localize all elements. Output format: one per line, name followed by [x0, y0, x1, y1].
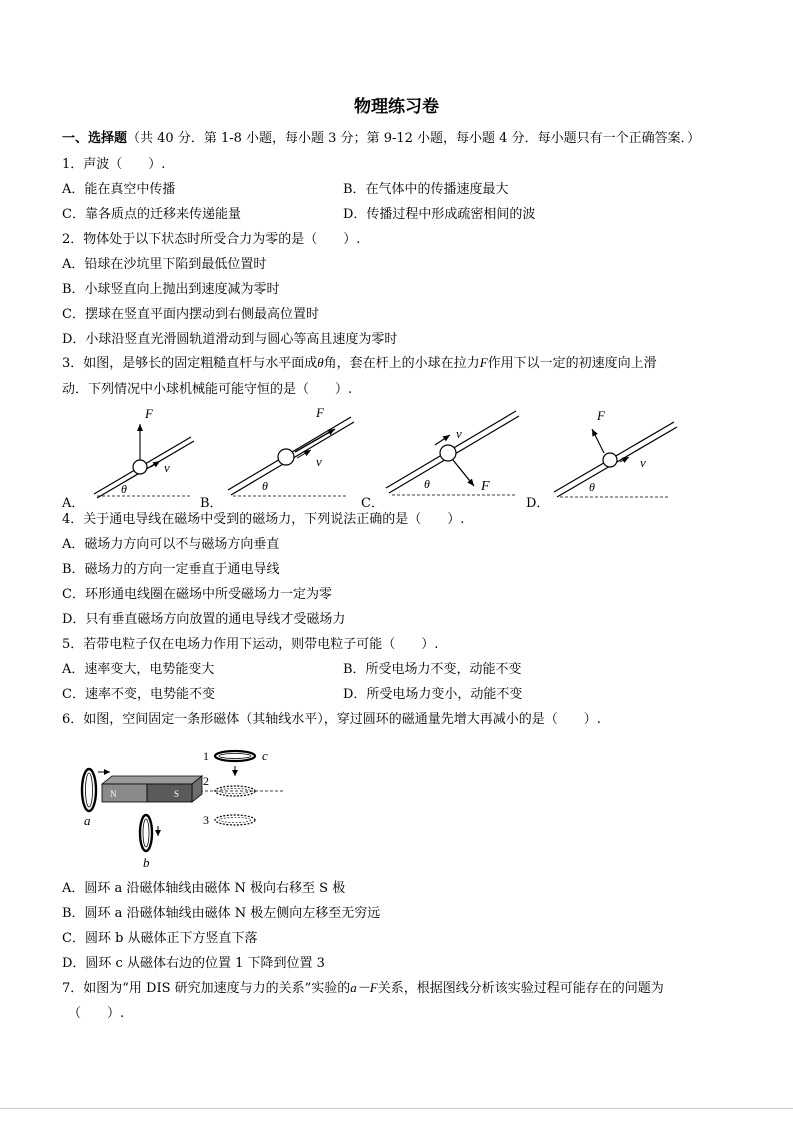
ring-a-label: a — [84, 813, 91, 828]
q3-option-c-label: C． — [361, 496, 384, 511]
q2-stem: 2．物体处于以下状态时所受合力为零的是（ ）. — [62, 232, 361, 247]
q7-aF: a－F — [350, 980, 378, 995]
ring-b — [140, 815, 158, 870]
q4-option-b: B．磁场力的方向一定垂直于通电导线 — [62, 562, 280, 577]
q3-figure-b — [228, 405, 354, 496]
q6-stem: 6．如图，空间固定一条形磁体（其轴线水平），穿过圆环的磁通量先增大再减小的是（ ）. — [62, 712, 601, 727]
q3-a-velocity-label: v — [164, 460, 170, 475]
q7-stem-line2: （ ）. — [68, 1006, 125, 1021]
page-bottom-rule — [0, 1108, 793, 1109]
q3-option-d-label: D． — [526, 496, 550, 511]
q3-b-force-label: F — [316, 405, 324, 420]
q3-option-b-label: B． — [200, 496, 223, 511]
ring-c-position-3 — [203, 813, 255, 827]
q3-b-velocity-label: v — [316, 454, 322, 469]
magnet-s-label: S — [174, 789, 180, 799]
q7-stem-part: 关系，根据图线分析该实验过程可能存在的问题为 — [377, 981, 664, 996]
position-2-label: 2 — [203, 774, 209, 788]
q1-stem: 1．声波（ ）. — [62, 157, 166, 172]
q3-a-force-label: F — [145, 406, 153, 421]
ring-b-label: b — [143, 855, 150, 870]
q7-stem — [62, 980, 664, 997]
q3-stem — [62, 355, 657, 372]
q3-c-velocity-label: v — [456, 426, 462, 441]
q4-option-a: A．磁场力方向可以不与磁场方向垂直 — [62, 537, 280, 552]
q4-option-d: D．只有垂直磁场方向放置的通电导线才受磁场力 — [62, 612, 346, 627]
ring-c-position-2 — [203, 774, 255, 796]
q3-stem-part: 作用下以一定的初速度向上滑 — [487, 356, 657, 371]
q6-option-b: B．圆环 a 沿磁体轴线由磁体 N 极左侧向左移至无穷远 — [62, 906, 381, 921]
q5-option-b: B．所受电场力不变，动能不变 — [343, 662, 522, 677]
q3-theta: θ — [317, 355, 324, 370]
q2-option-c: C．摆球在竖直平面内摆动到右侧最高位置时 — [62, 307, 319, 322]
ring-c-position-1 — [203, 748, 268, 776]
q6-option-a: A．圆环 a 沿磁体轴线由磁体 N 极向右移至 S 极 — [62, 881, 346, 896]
q3-figure-d — [554, 408, 677, 497]
q3-c-force-label: F — [481, 479, 490, 494]
ring-c-label: c — [262, 748, 268, 763]
q3-d-force-label: F — [597, 408, 605, 423]
q1-option-b: B．在气体中的传播速度最大 — [343, 182, 509, 197]
position-3-label: 3 — [203, 813, 209, 827]
q3-option-a-label: A． — [62, 496, 85, 511]
q7-stem-part: 7．如图为“用 DIS 研究加速度与力的关系”实验的 — [62, 981, 351, 996]
q3-c-angle-label: θ — [424, 477, 430, 491]
page-title: 物理练习卷 — [354, 97, 439, 117]
q3-a-angle-label: θ — [121, 482, 127, 496]
q3-stem-part: 角，套在杆上的小球在拉力 — [323, 356, 480, 371]
q5-option-a: A．速率变大，电势能变大 — [62, 662, 215, 677]
section-desc: （共 40 分．第 1-8 小题，每小题 3 分；第 9-12 小题，每小题 4 分．每小题只有一个正确答案．） — [127, 131, 701, 146]
q3-d-angle-label: θ — [589, 480, 595, 494]
q5-stem: 5．若带电粒子仅在电场力作用下运动，则带电粒子可能（ ）. — [62, 637, 439, 652]
section-header — [62, 131, 700, 147]
q3-force: F — [479, 355, 488, 370]
q1-option-c: C．靠各质点的迁移来传递能量 — [62, 207, 241, 222]
q1-option-d: D．传播过程中形成疏密相间的波 — [343, 207, 536, 222]
q3-figure-c — [386, 411, 519, 495]
magnet-n-label: N — [110, 789, 117, 799]
q4-option-c: C．环形通电线圈在磁场中所受磁场力一定为零 — [62, 587, 332, 602]
q2-option-a: A．铅球在沙坑里下陷到最低位置时 — [62, 257, 267, 272]
q3-figure-a — [94, 406, 194, 498]
q3-figures — [0, 400, 793, 505]
q5-option-d: D．所受电场力变小，动能不变 — [343, 687, 523, 702]
q3-stem-part: 3．如图，是够长的固定粗糙直杆与水平面成 — [62, 356, 318, 371]
q6-option-d: D．圆环 c 从磁体右边的位置 1 下降到位置 3 — [62, 956, 325, 971]
q3-b-angle-label: θ — [262, 479, 268, 493]
position-1-label: 1 — [203, 749, 209, 763]
q3-stem-line2: 动．下列情况中小球机械能可能守恒的是（ ）. — [62, 382, 353, 397]
q1-option-a: A．能在真空中传播 — [62, 182, 176, 197]
section-heading: 一、选择题 — [62, 131, 128, 146]
bar-magnet — [102, 776, 202, 802]
q4-stem: 4．关于通电导线在磁场中受到的磁场力，下列说法正确的是（ ）. — [62, 512, 465, 527]
q6-option-c: C．圆环 b 从磁体正下方竖直下落 — [62, 931, 258, 946]
q2-option-b: B．小球竖直向上抛出到速度减为零时 — [62, 282, 280, 297]
q5-option-c: C．速率不变，电势能不变 — [62, 687, 215, 702]
q2-option-d: D．小球沿竖直光滑圆轨道滑动到与圆心等高且速度为零时 — [62, 332, 398, 347]
q3-d-velocity-label: v — [640, 455, 646, 470]
q6-magnet-figure — [70, 740, 290, 875]
